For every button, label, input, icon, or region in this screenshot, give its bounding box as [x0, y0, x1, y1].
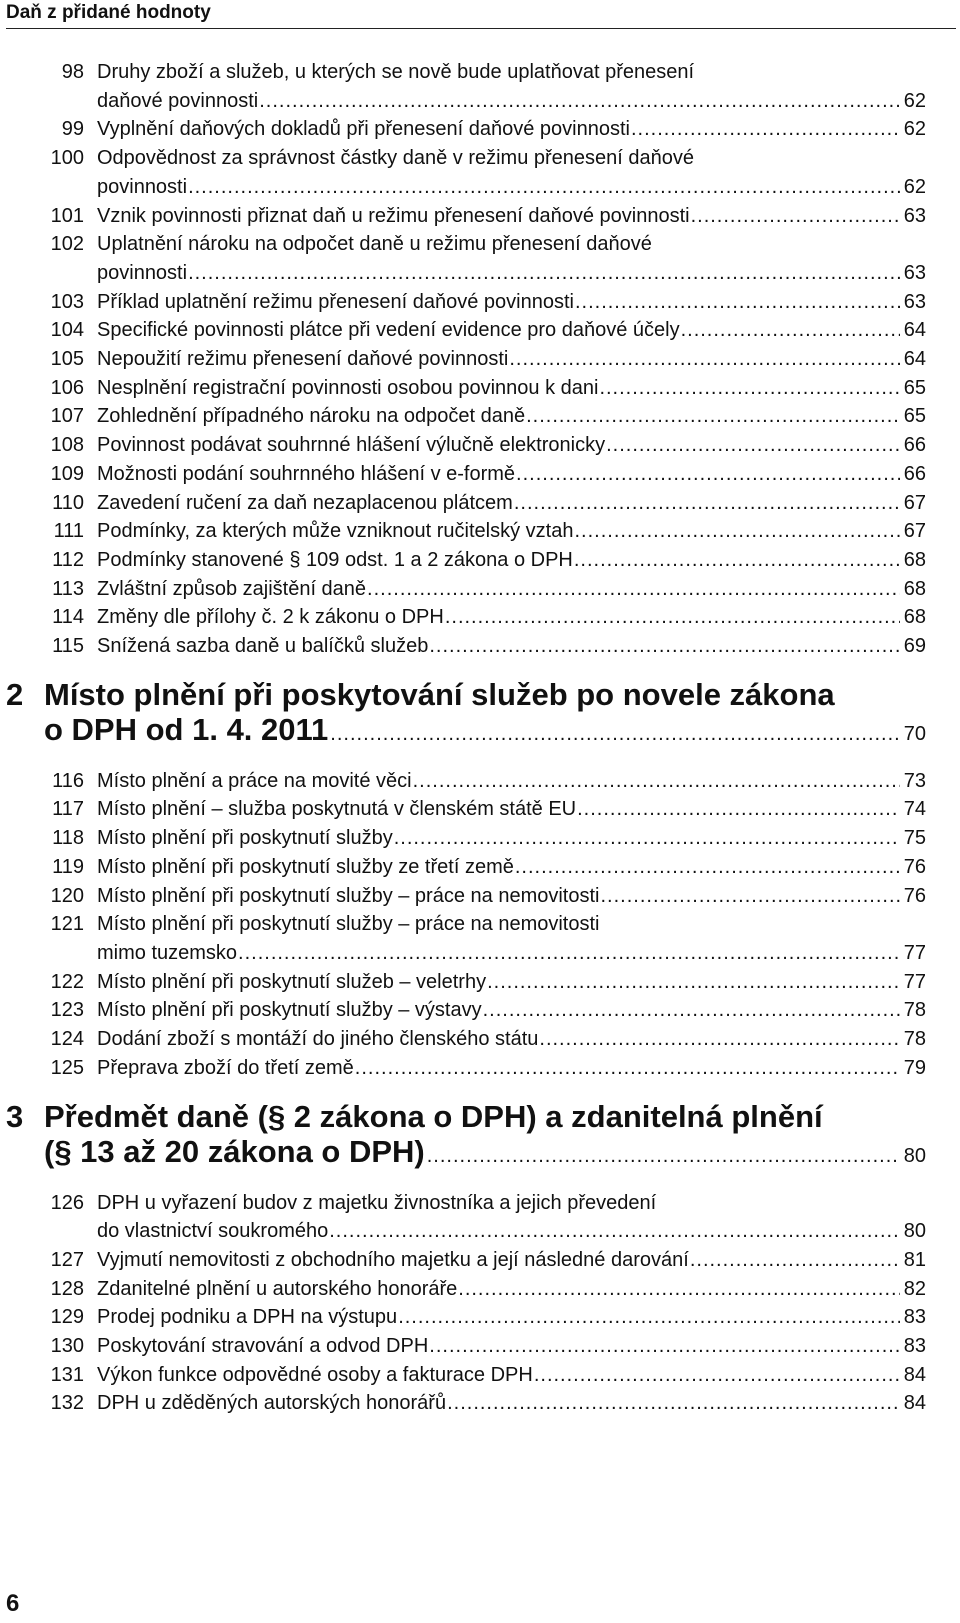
dot-leader — [398, 1303, 900, 1332]
entry-number: 116 — [52, 769, 84, 792]
entry-page-number: 77 — [903, 970, 926, 993]
entry-number: 127 — [50, 1248, 84, 1271]
dot-leader — [681, 316, 900, 345]
entry-title-line: Uplatnění nároku na odpočet daně u režimu přenesení daňové — [97, 233, 652, 256]
entry-title-line: Prodej podniku a DPH na výstupu — [97, 1306, 398, 1329]
entry-page-number: 66 — [903, 434, 926, 457]
entry-title-line: mimo tuzemsko — [97, 941, 238, 964]
entry-page-number: 78 — [903, 1028, 926, 1051]
toc-entry[interactable] — [0, 1303, 960, 1332]
entry-page-number: 75 — [903, 827, 926, 850]
entry-number: 132 — [50, 1392, 84, 1415]
entry-title-line: Zohlednění případného nároku na odpočet daně — [97, 405, 526, 428]
toc-entry[interactable] — [0, 202, 960, 231]
entry-page-number: 68 — [903, 606, 926, 629]
toc-entry[interactable] — [0, 58, 960, 115]
toc-entry[interactable] — [0, 824, 960, 853]
toc-entry[interactable] — [0, 115, 960, 144]
dot-leader — [394, 824, 900, 853]
dot-leader — [516, 460, 900, 489]
entry-page-number: 68 — [903, 577, 926, 600]
dot-leader — [599, 374, 899, 403]
entry-title-line: Vznik povinnosti přiznat daň u režimu přenesení daňové povinnosti — [97, 204, 690, 227]
dot-leader — [577, 795, 900, 824]
entry-title-line: Možnosti podání souhrnného hlášení v e-formě — [97, 462, 516, 485]
toc-group — [0, 677, 960, 1083]
entry-title-line: Výkon funkce odpovědné osoby a fakturace DPH — [97, 1363, 533, 1386]
dot-leader — [487, 968, 900, 997]
entry-page-number: 78 — [903, 999, 926, 1022]
page-number: 6 — [6, 1590, 20, 1617]
dot-leader — [445, 603, 900, 632]
toc-entry[interactable] — [0, 632, 960, 661]
entry-number: 107 — [50, 405, 84, 428]
entry-number: 131 — [50, 1363, 84, 1386]
entry-page-number: 62 — [903, 175, 926, 198]
entry-page-number: 67 — [903, 491, 926, 514]
dot-leader — [574, 546, 900, 575]
entry-page-number: 80 — [903, 1220, 926, 1243]
entry-number: 114 — [52, 606, 84, 629]
entry-number: 101 — [50, 204, 84, 227]
dot-leader — [447, 1389, 900, 1418]
entry-number: 122 — [50, 970, 84, 993]
toc-entry[interactable] — [0, 288, 960, 317]
chapter-heading[interactable] — [0, 1099, 960, 1169]
entry-page-number: 63 — [903, 261, 926, 284]
entry-number: 110 — [52, 491, 84, 514]
dot-leader — [534, 1361, 900, 1390]
entry-title-line: Odpovědnost za správnost částky daně v režimu přenesení daňové — [97, 147, 695, 170]
toc-entry[interactable] — [0, 603, 960, 632]
toc-entry[interactable] — [0, 517, 960, 546]
toc-entry[interactable] — [0, 767, 960, 796]
entry-title-line: Poskytování stravování a odvod DPH — [97, 1335, 429, 1358]
entry-title-line: Vyplnění daňových dokladů při přenesení daňové povinnosti — [97, 118, 630, 141]
entry-title-line: Snížená sazba daně u balíčků služeb — [97, 635, 429, 658]
toc-entry[interactable] — [0, 1025, 960, 1054]
toc-entry[interactable] — [0, 910, 960, 967]
entry-number: 105 — [50, 348, 84, 371]
entry-number: 98 — [61, 61, 84, 83]
entry-title-line: DPH u vyřazení budov z majetku živnostníka a jejich převedení — [97, 1191, 657, 1214]
chapter-title-line: Místo plnění při poskytování služeb po novele zákona — [44, 676, 835, 712]
dot-leader — [539, 1025, 899, 1054]
entry-page-number: 68 — [903, 548, 926, 571]
entry-title-line: Zavedení ručení za daň nezaplacenou plátcem — [97, 491, 513, 514]
entry-page-number: 62 — [903, 89, 926, 112]
entry-number: 130 — [50, 1335, 84, 1358]
entry-page-number: 64 — [903, 319, 926, 342]
toc-entry[interactable] — [0, 1054, 960, 1083]
dot-leader — [188, 173, 900, 202]
entry-number: 113 — [52, 577, 84, 600]
entry-page-number: 65 — [903, 376, 926, 399]
toc-entry[interactable] — [0, 144, 960, 201]
chapter-heading[interactable] — [0, 677, 960, 747]
entry-number: 118 — [52, 827, 84, 850]
entry-page-number: 67 — [903, 520, 926, 543]
entry-title-line: povinnosti — [97, 261, 188, 284]
dot-leader — [329, 1217, 900, 1246]
toc-entry[interactable] — [0, 316, 960, 345]
entry-title-line: Podmínky stanovené § 109 odst. 1 a 2 zákona o DPH — [97, 548, 573, 571]
toc-entry[interactable] — [0, 489, 960, 518]
dot-leader — [458, 1275, 899, 1304]
entry-page-number: 69 — [903, 635, 926, 658]
entry-number: 109 — [50, 462, 84, 485]
dot-leader — [429, 1332, 899, 1361]
dot-leader — [330, 723, 899, 746]
entry-title-line: Místo plnění při poskytnutí služby – výstavy — [97, 999, 482, 1022]
entry-title-line: povinnosti — [97, 175, 188, 198]
running-head — [6, 0, 956, 29]
entry-title-line: Podmínky, za kterých může vzniknout ručitelský vztah — [97, 520, 574, 543]
toc-entry[interactable] — [0, 1389, 960, 1418]
toc-entry[interactable] — [0, 1332, 960, 1361]
entry-page-number: 62 — [903, 118, 926, 141]
entry-number: 99 — [61, 118, 84, 141]
entry-number: 112 — [52, 548, 84, 571]
entry-page-number: 77 — [903, 941, 926, 964]
chapter-title-line: o DPH od 1. 4. 2011 — [44, 711, 329, 747]
entry-title-line: Místo plnění při poskytnutí služby – práce na nemovitosti — [97, 913, 600, 936]
entry-title-line: Vyjmutí nemovitosti z obchodního majetku a její následné darování — [97, 1248, 689, 1271]
dot-leader — [427, 1145, 900, 1168]
table-of-contents — [0, 58, 960, 1418]
dot-leader — [690, 1246, 900, 1275]
entry-number: 124 — [50, 1028, 84, 1051]
entry-number: 108 — [50, 434, 84, 457]
toc-entry[interactable] — [0, 996, 960, 1025]
dot-leader — [600, 882, 899, 911]
entry-title-line: Zvláštní způsob zajištění daně — [97, 577, 367, 600]
entry-page-number: 83 — [903, 1306, 926, 1329]
entry-page-number: 81 — [903, 1248, 926, 1271]
entry-number: 123 — [50, 999, 84, 1022]
entry-page-number: 66 — [903, 462, 926, 485]
entry-title-line: do vlastnictví soukromého — [97, 1220, 329, 1243]
entry-title-line: Povinnost podávat souhrnné hlášení výlučně elektronicky — [97, 434, 606, 457]
entry-page-number: 63 — [903, 204, 926, 227]
dot-leader — [515, 853, 900, 882]
entry-number: 104 — [50, 319, 84, 342]
entry-title-line: Místo plnění při poskytnutí služeb – veletrhy — [97, 970, 487, 993]
toc-entry[interactable] — [0, 575, 960, 604]
toc-entry[interactable] — [0, 402, 960, 431]
dot-leader — [509, 345, 899, 374]
entry-page-number: 83 — [903, 1335, 926, 1358]
entry-number: 129 — [50, 1306, 84, 1329]
entry-title-line: Dodání zboží s montáží do jiného členského státu — [97, 1028, 539, 1051]
chapter-page-number: 80 — [903, 1144, 926, 1167]
dot-leader — [631, 115, 900, 144]
entry-title-line: Místo plnění při poskytnutí služby ze třetí země — [97, 855, 514, 878]
toc-entry[interactable] — [0, 1275, 960, 1304]
dot-leader — [574, 517, 899, 546]
toc-group — [0, 58, 960, 661]
toc-entry[interactable] — [0, 1189, 960, 1246]
entry-number: 100 — [50, 147, 84, 170]
entry-number: 128 — [50, 1277, 84, 1300]
entry-title-line: Přeprava zboží do třetí země — [97, 1056, 354, 1079]
entry-title-line: Místo plnění při poskytnutí služby — [97, 827, 393, 850]
entry-page-number: 84 — [903, 1363, 926, 1386]
dot-leader — [367, 575, 900, 604]
entry-page-number: 76 — [903, 884, 926, 907]
entry-page-number: 84 — [903, 1392, 926, 1415]
entry-number: 119 — [52, 855, 84, 878]
entry-number: 121 — [50, 913, 84, 936]
entry-title-line: Nesplnění registrační povinnosti osobou povinnou k dani — [97, 376, 599, 399]
entry-title-line: Specifické povinnosti plátce při vedení evidence pro daňové účely — [97, 319, 680, 342]
entry-title-line: Místo plnění a práce na movité věci — [97, 769, 412, 792]
entry-page-number: 65 — [903, 405, 926, 428]
running-head-title: Daň z přidané hodnoty — [6, 2, 211, 23]
entry-page-number: 64 — [903, 348, 926, 371]
entry-page-number: 63 — [903, 290, 926, 313]
toc-entry[interactable] — [0, 795, 960, 824]
entry-title-line: Příklad uplatnění režimu přenesení daňové povinnosti — [97, 290, 574, 313]
dot-leader — [691, 202, 900, 231]
entry-page-number: 74 — [903, 798, 926, 821]
entry-number: 120 — [50, 884, 84, 907]
dot-leader — [413, 767, 900, 796]
entry-title-line: Změny dle přílohy č. 2 k zákonu o DPH — [97, 606, 444, 629]
dot-leader — [575, 288, 900, 317]
dot-leader — [355, 1054, 900, 1083]
entry-title-line: daňové povinnosti — [97, 89, 259, 112]
toc-entry[interactable] — [0, 1246, 960, 1275]
entry-title-line: Místo plnění při poskytnutí služby – práce na nemovitosti — [97, 884, 600, 907]
dot-leader — [238, 939, 900, 968]
entry-page-number: 76 — [903, 855, 926, 878]
entry-page-number: 73 — [903, 769, 926, 792]
entry-number: 126 — [50, 1191, 84, 1214]
toc-entry[interactable] — [0, 1361, 960, 1390]
entry-number: 102 — [50, 233, 84, 256]
toc-entry[interactable] — [0, 882, 960, 911]
entry-title-line: Místo plnění – služba poskytnutá v členském státě EU — [97, 798, 577, 821]
dot-leader — [188, 259, 900, 288]
chapter-page-number: 70 — [903, 722, 926, 745]
entry-number: 125 — [50, 1056, 84, 1079]
entry-page-number: 79 — [903, 1056, 926, 1079]
chapter-number: 3 — [6, 1098, 24, 1134]
toc-entry[interactable] — [0, 431, 960, 460]
toc-entry[interactable] — [0, 345, 960, 374]
entry-number: 106 — [50, 376, 84, 399]
dot-leader — [259, 87, 900, 116]
toc-entry[interactable] — [0, 968, 960, 997]
entry-title-line: DPH u zděděných autorských honorářů — [97, 1392, 447, 1415]
entry-title-line: Nepoužití režimu přenesení daňové povinnosti — [97, 348, 509, 371]
entry-number: 111 — [53, 520, 84, 543]
chapter-number: 2 — [6, 676, 24, 712]
toc-group — [0, 1099, 960, 1419]
chapter-title-line: Předmět daně (§ 2 zákona o DPH) a zdanitelná plnění — [44, 1098, 823, 1134]
chapter-title-line: (§ 13 až 20 zákona o DPH) — [44, 1133, 425, 1169]
dot-leader — [606, 431, 900, 460]
entry-number: 103 — [50, 290, 84, 313]
toc-entry[interactable] — [0, 460, 960, 489]
toc-entry[interactable] — [0, 374, 960, 403]
dot-leader — [483, 996, 900, 1025]
entry-number: 117 — [52, 798, 84, 821]
dot-leader — [429, 632, 899, 661]
dot-leader — [514, 489, 900, 518]
toc-entry[interactable] — [0, 230, 960, 287]
entry-title-line: Zdanitelné plnění u autorského honoráře — [97, 1277, 458, 1300]
toc-entry[interactable] — [0, 853, 960, 882]
toc-entry[interactable] — [0, 546, 960, 575]
dot-leader — [526, 402, 900, 431]
entry-title-line: Druhy zboží a služeb, u kterých se nově bude uplatňovat přenesení — [97, 61, 695, 83]
entry-number: 115 — [52, 635, 84, 658]
entry-page-number: 82 — [903, 1277, 926, 1300]
